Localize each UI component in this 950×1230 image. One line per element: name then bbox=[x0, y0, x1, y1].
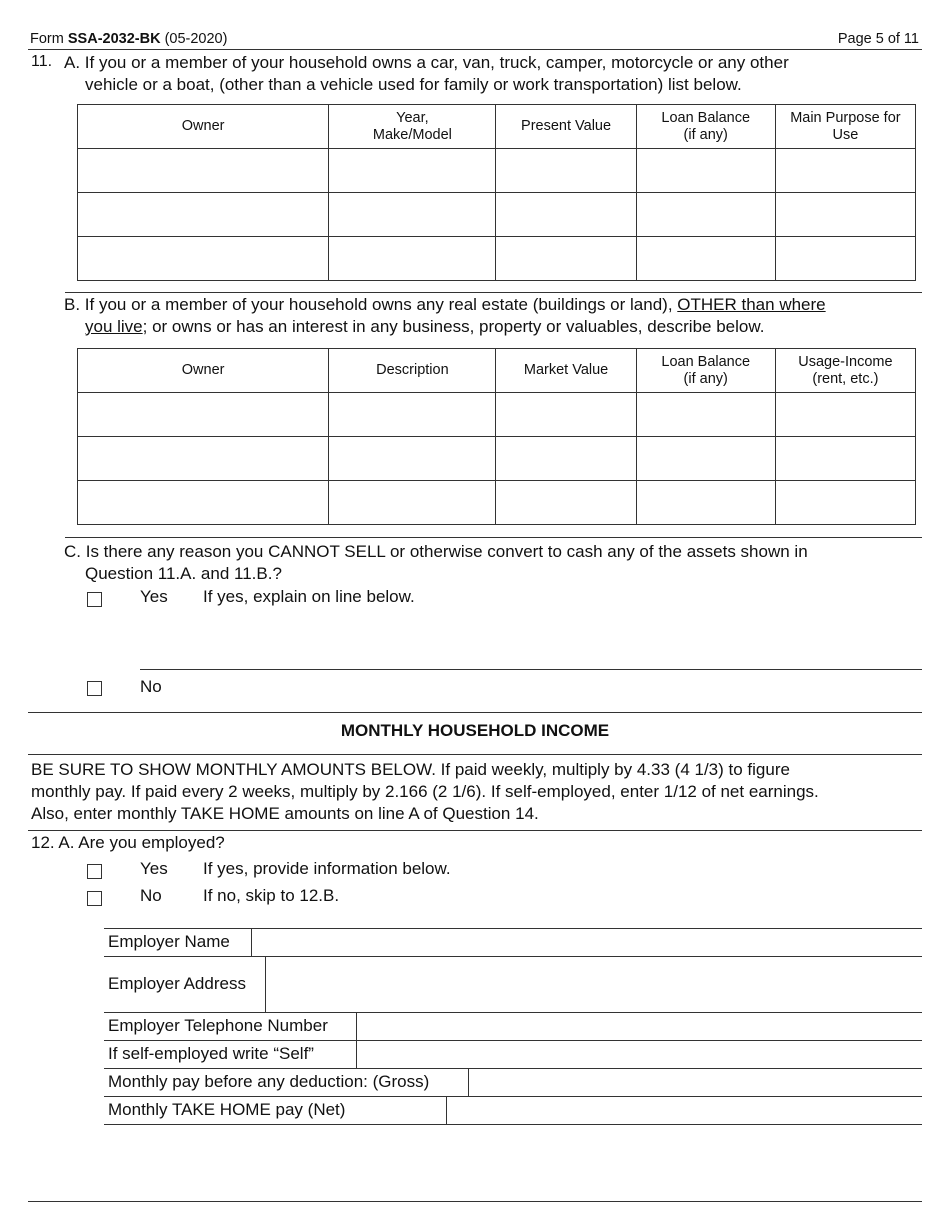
gross-pay-input[interactable] bbox=[473, 1071, 924, 1095]
vehicle-value-cell[interactable] bbox=[496, 249, 635, 267]
property-income-cell[interactable] bbox=[776, 449, 915, 467]
col-owner: Owner bbox=[78, 105, 329, 149]
self-employed-input[interactable] bbox=[361, 1043, 924, 1067]
q11b-text-line1: B. If you or a member of your household owns any real estate (buildings or land), OTHER than where bbox=[64, 295, 826, 314]
form-number: SSA-2032-BK bbox=[67, 31, 161, 47]
section-title-monthly-income: MONTHLY HOUSEHOLD INCOME bbox=[340, 721, 610, 740]
property-owner-cell[interactable] bbox=[78, 405, 328, 423]
gross-pay-label: Monthly pay before any deduction: (Gross) bbox=[108, 1072, 430, 1091]
form-prefix: Form bbox=[30, 31, 64, 47]
q12a-no-hint: If no, skip to 12.B. bbox=[203, 886, 340, 905]
employer-address-label: Employer Address bbox=[108, 974, 246, 993]
header-divider bbox=[28, 49, 922, 50]
row-divider bbox=[104, 1068, 922, 1069]
form-id bbox=[30, 31, 227, 47]
q11c-no-checkbox[interactable] bbox=[87, 681, 102, 696]
q11a-text-line1: A. If you or a member of your household owns a car, van, truck, camper, motorcycle or any other bbox=[64, 53, 789, 72]
q12a-no-label: No bbox=[140, 886, 162, 905]
property-loan-cell[interactable] bbox=[637, 405, 775, 423]
footer-divider bbox=[28, 1201, 922, 1202]
income-instruction-line1: BE SURE TO SHOW MONTHLY AMOUNTS BELOW. If paid weekly, multiply by 4.33 (4 1/3) to figure bbox=[31, 760, 790, 779]
income-instruction-line3: Also, enter monthly TAKE HOME amounts on line A of Question 14. bbox=[31, 804, 539, 823]
vehicle-owner-cell[interactable] bbox=[78, 249, 328, 267]
vehicle-purpose-cell[interactable] bbox=[776, 161, 915, 179]
col-usage-income: Usage-Income (rent, etc.) bbox=[775, 349, 915, 393]
q12a-no-checkbox[interactable] bbox=[87, 891, 102, 906]
property-loan-cell[interactable] bbox=[637, 449, 775, 467]
col-loan-balance: Loan Balance (if any) bbox=[636, 349, 775, 393]
table-row bbox=[78, 481, 916, 525]
col-description: Description bbox=[329, 349, 496, 393]
employer-address-divider bbox=[265, 956, 266, 1012]
q11-end-divider bbox=[28, 712, 922, 713]
table-row bbox=[78, 193, 916, 237]
employer-name-label: Employer Name bbox=[108, 932, 230, 951]
net-pay-divider bbox=[446, 1096, 447, 1124]
employer-phone-divider bbox=[356, 1012, 357, 1040]
col-year-make-model: Year, Make/Model bbox=[329, 105, 496, 149]
self-employed-divider bbox=[356, 1040, 357, 1068]
row-divider bbox=[104, 1040, 922, 1041]
employer-name-divider bbox=[251, 928, 252, 956]
self-employed-label: If self-employed write “Self” bbox=[108, 1044, 314, 1063]
form-date: (05-2020) bbox=[164, 31, 228, 47]
col-main-purpose: Main Purpose for Use bbox=[775, 105, 915, 149]
property-description-cell[interactable] bbox=[329, 449, 495, 467]
q11c-yes-checkbox[interactable] bbox=[87, 592, 102, 607]
page-number: Page 5 of 11 bbox=[837, 31, 919, 47]
vehicle-model-cell[interactable] bbox=[329, 161, 495, 179]
income-title-divider bbox=[28, 754, 922, 755]
property-market-value-cell[interactable] bbox=[496, 493, 635, 511]
col-market-value: Market Value bbox=[496, 349, 636, 393]
property-income-cell[interactable] bbox=[776, 405, 915, 423]
income-instruction-divider bbox=[28, 830, 922, 831]
vehicle-owner-cell[interactable] bbox=[78, 161, 328, 179]
col-owner: Owner bbox=[78, 349, 329, 393]
q12a-question: 12. A. Are you employed? bbox=[31, 833, 225, 852]
property-owner-cell[interactable] bbox=[78, 449, 328, 467]
employer-table-bottom-line bbox=[104, 1124, 922, 1125]
real-estate-table-header bbox=[78, 349, 916, 393]
q11c-text-line2: Question 11.A. and 11.B.? bbox=[85, 564, 282, 583]
gross-pay-divider bbox=[468, 1068, 469, 1096]
q11c-explanation-line bbox=[140, 669, 922, 670]
table-row bbox=[78, 437, 916, 481]
property-loan-cell[interactable] bbox=[637, 493, 775, 511]
table-row bbox=[78, 149, 916, 193]
q11a-text-line2: vehicle or a boat, (other than a vehicle used for family or work transportation) list below. bbox=[85, 75, 742, 94]
property-owner-cell[interactable] bbox=[78, 493, 328, 511]
q12a-yes-label: Yes bbox=[140, 859, 168, 878]
vehicle-value-cell[interactable] bbox=[496, 205, 635, 223]
property-market-value-cell[interactable] bbox=[496, 405, 635, 423]
question-11-number: 11. bbox=[31, 53, 53, 70]
q11b-text-line2: you live; or owns or has an interest in any business, property or valuables, describe below. bbox=[85, 317, 765, 336]
net-pay-label: Monthly TAKE HOME pay (Net) bbox=[108, 1100, 346, 1119]
vehicle-loan-cell[interactable] bbox=[637, 205, 775, 223]
table-row bbox=[78, 393, 916, 437]
table-row bbox=[78, 237, 916, 281]
net-pay-input[interactable] bbox=[451, 1099, 924, 1123]
vehicle-loan-cell[interactable] bbox=[637, 249, 775, 267]
q11c-no-label: No bbox=[140, 677, 162, 696]
employer-phone-label: Employer Telephone Number bbox=[108, 1016, 328, 1035]
q11b-divider bbox=[65, 537, 922, 538]
property-description-cell[interactable] bbox=[329, 405, 495, 423]
vehicle-model-cell[interactable] bbox=[329, 205, 495, 223]
employer-address-input[interactable] bbox=[270, 959, 924, 1011]
real-estate-table bbox=[77, 348, 916, 525]
property-market-value-cell[interactable] bbox=[496, 449, 635, 467]
vehicle-purpose-cell[interactable] bbox=[776, 205, 915, 223]
col-loan-balance: Loan Balance (if any) bbox=[636, 105, 775, 149]
q12a-yes-hint: If yes, provide information below. bbox=[203, 859, 451, 878]
vehicle-owner-cell[interactable] bbox=[78, 205, 328, 223]
row-divider bbox=[104, 1096, 922, 1097]
vehicle-table bbox=[77, 104, 916, 281]
employer-table-top-line bbox=[104, 928, 922, 929]
q12a-yes-checkbox[interactable] bbox=[87, 864, 102, 879]
vehicle-loan-cell[interactable] bbox=[637, 161, 775, 179]
q11c-yes-label: Yes bbox=[140, 587, 168, 606]
vehicle-table-header bbox=[78, 105, 916, 149]
income-instruction-line2: monthly pay. If paid every 2 weeks, multiply by 2.166 (2 1/6). If self-employed, enter 1/12 of net earnings. bbox=[31, 782, 819, 801]
vehicle-purpose-cell[interactable] bbox=[776, 249, 915, 267]
col-present-value: Present Value bbox=[496, 105, 636, 149]
employer-name-input[interactable] bbox=[256, 931, 924, 955]
q11c-explanation-input[interactable] bbox=[140, 644, 924, 670]
employer-phone-input[interactable] bbox=[361, 1015, 924, 1039]
property-income-cell[interactable] bbox=[776, 493, 915, 511]
row-divider bbox=[104, 956, 922, 957]
vehicle-value-cell[interactable] bbox=[496, 161, 635, 179]
q11c-text-line1: C. Is there any reason you CANNOT SELL or otherwise convert to cash any of the assets shown in bbox=[64, 542, 808, 561]
q11a-divider bbox=[65, 292, 922, 293]
q11c-yes-hint: If yes, explain on line below. bbox=[203, 587, 415, 606]
property-description-cell[interactable] bbox=[329, 493, 495, 511]
vehicle-model-cell[interactable] bbox=[329, 249, 495, 267]
row-divider bbox=[104, 1012, 922, 1013]
